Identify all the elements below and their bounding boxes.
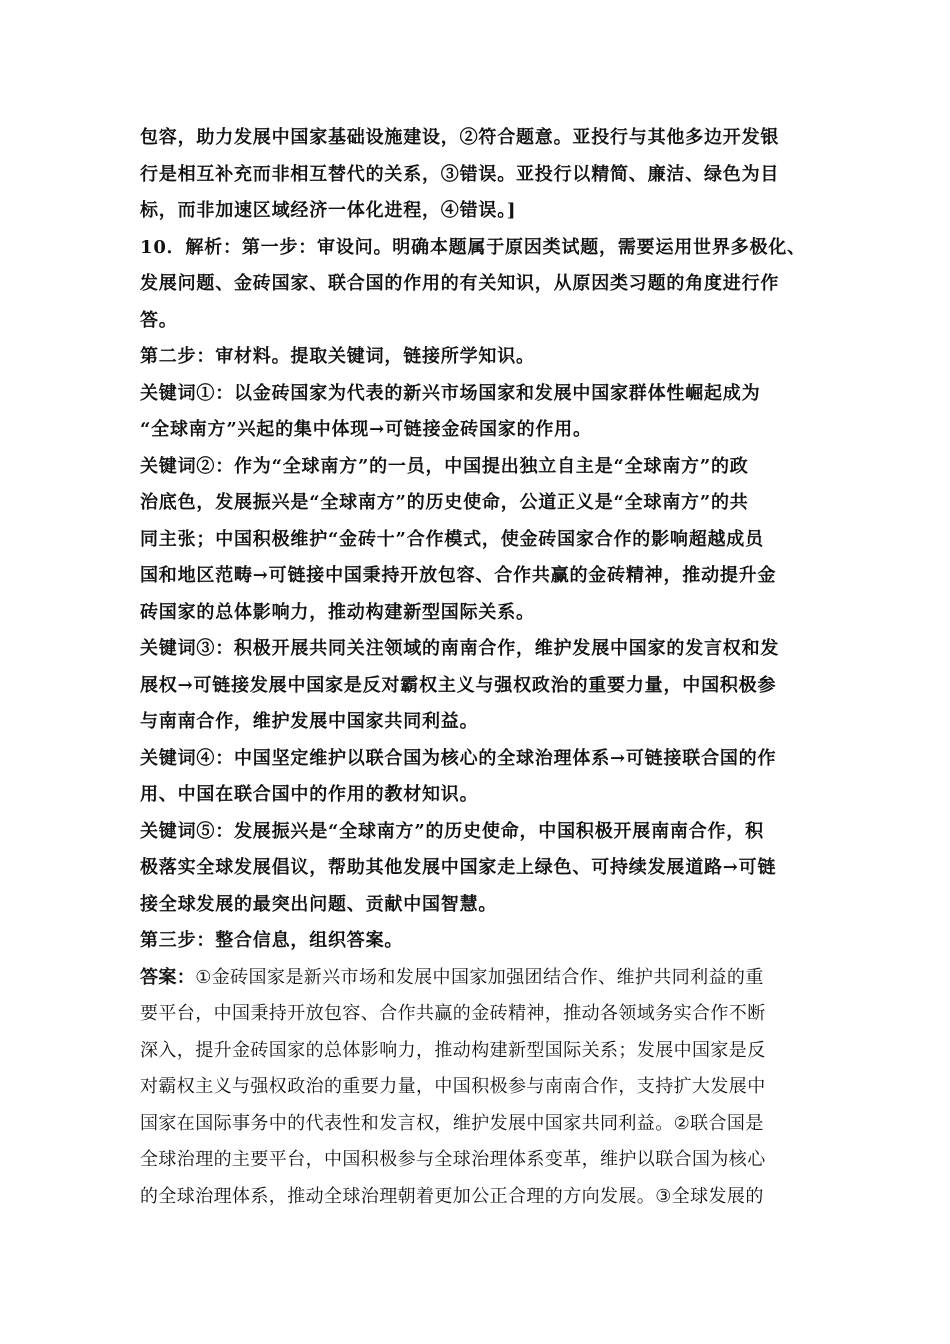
text-line: 包容，助力发展中国家基础设施建设，②符合题意。亚投行与其他多边开发银 bbox=[140, 127, 780, 148]
answer-first-text: ①金砖国家是新兴市场和发展中国家加强团结合作、维护共同利益的重 bbox=[195, 966, 764, 988]
text-line: 国和地区范畴→可链接中国秉持开放包容、合作共赢的金砖精神，推动提升金 bbox=[140, 565, 777, 586]
text-line: 行是相互补充而非相互替代的关系，③错误。亚投行以精简、廉洁、绿色为目 bbox=[140, 163, 780, 185]
text-line: 与南南合作，维护发展中国家共同利益。 bbox=[140, 711, 479, 732]
step-three-line: 第三步：整合信息，组织答案。 bbox=[140, 930, 404, 951]
text-line: 发展问题、金砖国家、联合国的作用的有关知识，从原因类习题的角度进行作 bbox=[140, 273, 780, 294]
answer-line: 全球治理的主要平台，中国积极参与全球治理体系变革，维护以联合国为核心 bbox=[140, 1149, 766, 1170]
text-line: 接全球发展的最突出问题、贡献中国智慧。 bbox=[140, 893, 498, 915]
text-line: 标，而非加速区域经济一体化进程，④错误。] bbox=[140, 200, 517, 221]
answer-line: 深入，提升金砖国家的总体影响力，推动构建新型国际关系；发展中国家是反 bbox=[140, 1039, 766, 1061]
text-line: 同主张；中国积极维护“金砖十”合作模式，使金砖国家合作的影响超越成员 bbox=[140, 528, 764, 550]
keyword-3-line: 关键词③：积极开展共同关注领域的南南合作，维护发展中国家的发言权和发 bbox=[140, 638, 780, 659]
text-line: “全球南方”兴起的集中体现→可链接金砖国家的作用。 bbox=[140, 419, 592, 440]
answer-line: 对霸权主义与强权政治的重要力量，中国积极参与南南合作，支持扩大发展中 bbox=[140, 1076, 766, 1097]
step-two-line: 第二步：审材料。提取关键词，链接所学知识。 bbox=[140, 346, 535, 367]
text-line: 展权→可链接发展中国家是反对霸权主义与强权政治的重要力量，中国积极参 bbox=[140, 674, 777, 696]
text-line: 用、中国在联合国中的作用的教材知识。 bbox=[140, 784, 479, 805]
text-line: 极落实全球发展倡议，帮助其他发展中国家走上绿色、可持续发展道路→可链 bbox=[140, 857, 777, 878]
keyword-4-line: 关键词④：中国坚定维护以联合国为核心的全球治理体系→可链接联合国的作 bbox=[140, 747, 777, 769]
document-body bbox=[140, 120, 820, 1215]
keyword-1-line: 关键词①：以金砖国家为代表的新兴市场国家和发展中国家群体性崛起成为 bbox=[140, 382, 761, 404]
text-line: 答。 bbox=[140, 309, 178, 331]
keyword-2-line: 关键词②：作为“全球南方”的一员，中国提出独立自主是“全球南方”的政 bbox=[140, 455, 749, 477]
answer-line: 的全球治理体系，推动全球治理朝着更加公正合理的方向发展。③全球发展的 bbox=[140, 1185, 764, 1207]
text-line: 砖国家的总体影响力，推动构建新型国际关系。 bbox=[140, 601, 535, 623]
question-10-heading-line: 10．解析：第一步：审设问。明确本题属于原因类试题，需要运用世界多极化、 bbox=[140, 236, 806, 258]
answer-first-line bbox=[140, 960, 820, 997]
answer-label: 答案： bbox=[140, 966, 196, 988]
text-line: 治底色，发展振兴是“全球南方”的历史使命，公道正义是“全球南方”的共 bbox=[140, 492, 749, 513]
answer-line: 国家在国际事务中的代表性和发言权，维护发展中国家共同利益。②联合国是 bbox=[140, 1112, 764, 1134]
answer-line: 要平台，中国秉持开放包容、合作共赢的金砖精神，推动各领域务实合作不断 bbox=[140, 1003, 766, 1024]
keyword-5-line: 关键词⑤：发展振兴是“全球南方”的历史使命，中国积极开展南南合作，积 bbox=[140, 820, 764, 842]
